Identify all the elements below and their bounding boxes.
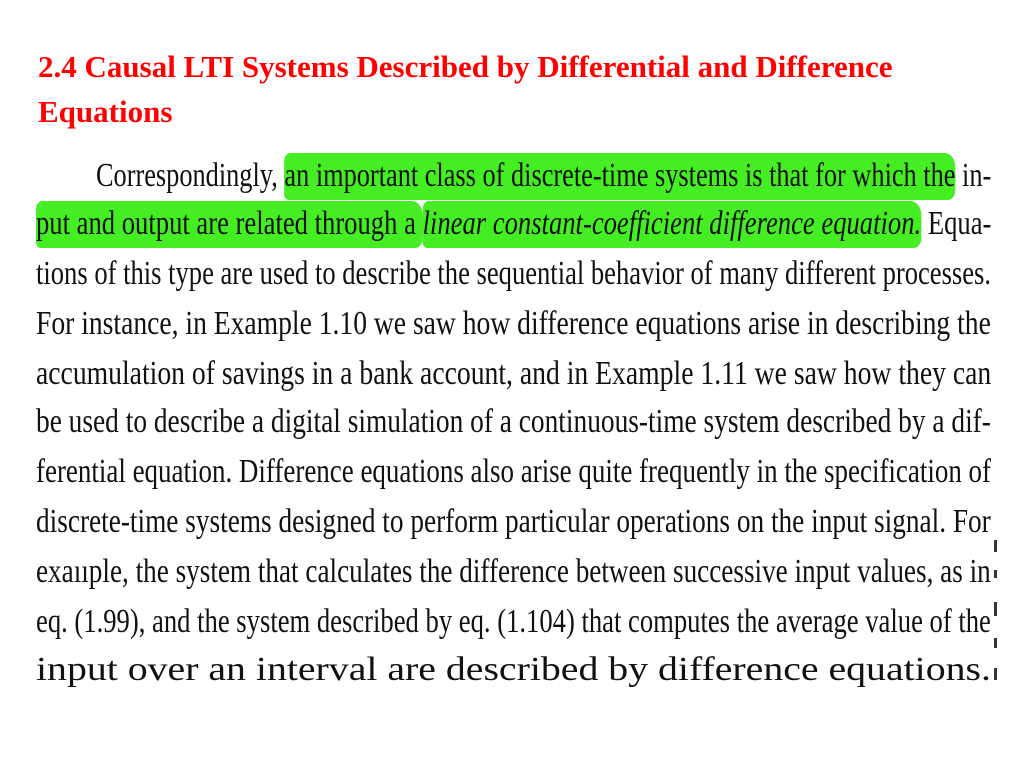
highlighted-text: an important class of discrete-time systems is that for which the: [284, 157, 956, 194]
slide-title: 2.4 Causal LTI Systems Described by Differential and Difference Equations: [38, 49, 893, 129]
passage-line-1-tail: in-: [955, 157, 992, 194]
passage-line-10: eq. (1.99), and the system described by eq. (1.104) that computes the average value of the: [36, 603, 991, 640]
passage-line-6: be used to describe a digital simulation of a continuous-time system described by a dif-: [36, 403, 991, 440]
highlighted-text: put and output are related through a: [36, 205, 423, 242]
passage-line-7: ferential equation. Difference equations also arise quite frequently in the specification of: [36, 453, 992, 490]
passage-line-1-lead: Correspondingly,: [96, 157, 285, 194]
passage-line-4: For instance, in Example 1.10 we saw how difference equations arise in describing the: [36, 305, 991, 342]
scanned-passage: [36, 150, 991, 690]
passage-line-9: exaııple, the system that calculates the difference between successive input values, as in: [36, 553, 991, 590]
passage-line-1: [96, 150, 991, 202]
highlighted-italic-term: linear constant-coefficient difference equation.: [422, 205, 922, 242]
passage-line-2-tail: Equa-: [921, 205, 992, 242]
passage-line-3: tions of this type are used to describe the sequential behavior of many different processes.: [36, 255, 992, 292]
passage-line-8: discrete-time systems designed to perform particular operations on the input signal. For: [36, 503, 991, 540]
passage-line-5: accumulation of savings in a bank account, and in Example 1.11 we saw how they can: [36, 355, 992, 392]
passage-line-11: input over an interval are described by difference equations.: [36, 651, 991, 688]
scan-edge-marks: [994, 540, 1000, 700]
passage-line-2: [36, 198, 991, 250]
